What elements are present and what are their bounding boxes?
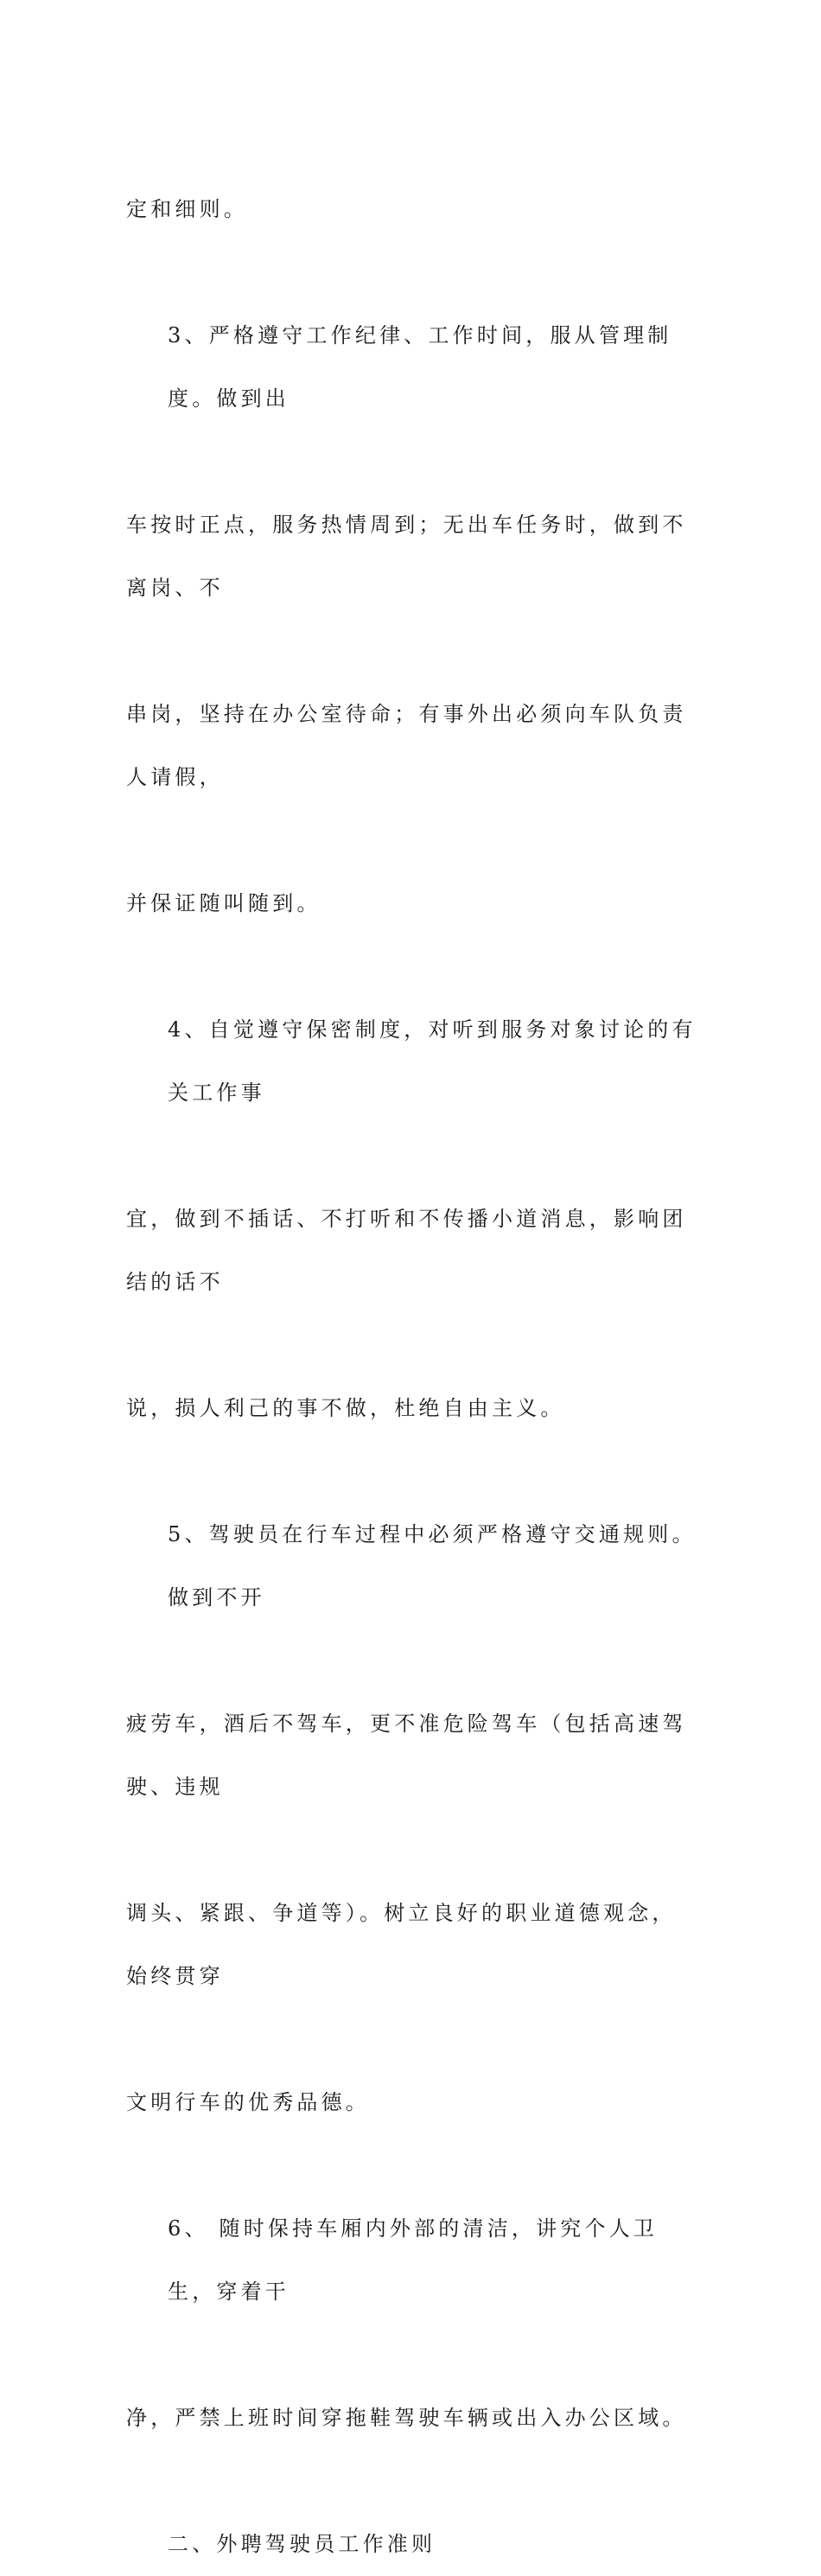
line: 串岗，坚持在办公室待命；有事外出必须向车队负责人请假， (126, 702, 687, 789)
paragraph-rule-6 (126, 2134, 697, 2450)
line: 6、 随时保持车厢内外部的清洁，讲究个人卫生，穿着干 (168, 2216, 659, 2304)
paragraph-rule-4 (126, 935, 697, 1440)
line: 调头、紧跟、争道等）。树立良好的职业道德观念，始终贯穿 (126, 1901, 677, 1988)
line: 车按时正点，服务热情周到；无出车任务时，做到不离岗、不 (126, 513, 687, 600)
line: 4、自觉遵守保密制度，对听到服务对象讨论的有关工作事 (168, 1017, 697, 1105)
line: 净，严禁上班时间穿拖鞋驾驶车辆或出入办公区域。 (126, 2406, 687, 2430)
line: 二、外聘驾驶员工作准则 (168, 2532, 436, 2556)
paragraph-continuation (126, 115, 697, 241)
line: 3、严格遵守工作纪律、工作时间，服从管理制度。做到出 (168, 323, 672, 411)
line: 5、驾驶员在行车过程中必须严格遵守交通规则。做到不开 (168, 1522, 697, 1610)
document-body (126, 115, 697, 2576)
paragraph-rule-3 (126, 241, 697, 935)
section-heading (126, 2450, 697, 2576)
line: 宜，做到不插话、不打听和不传播小道消息，影响团结的话不 (126, 1207, 687, 1294)
paragraph-rule-5 (126, 1440, 697, 2134)
line: 文明行车的优秀品德。 (126, 2090, 370, 2114)
line: 并保证随叫随到。 (126, 891, 321, 915)
line: 疲劳车，酒后不驾车，更不准危险驾车（包括高速驾驶、违规 (126, 1712, 687, 1799)
line: 定和细则。 (126, 197, 248, 221)
line: 说，损人利己的事不做，杜绝自由主义。 (126, 1396, 565, 1420)
